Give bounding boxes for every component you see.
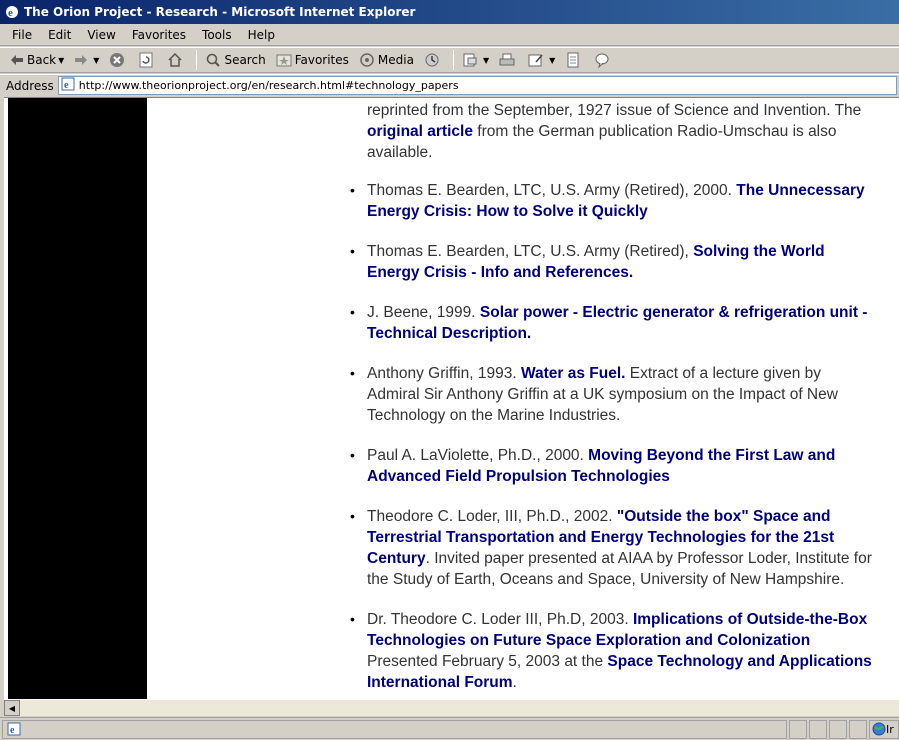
ie-logo-icon bbox=[4, 4, 20, 20]
item-link[interactable]: Moving Beyond the First Law and Advanced Field Propulsion Technologies bbox=[367, 447, 836, 485]
back-arrow-icon bbox=[10, 54, 24, 66]
home-button[interactable] bbox=[163, 50, 190, 70]
mail-button[interactable] bbox=[458, 50, 493, 70]
menu-view[interactable]: View bbox=[87, 27, 116, 42]
item-description: Extract of a lecture given by Admiral Sir Anthony Griffin at a UK symposium on the Impact of New Technology on the Marine Industries. bbox=[367, 365, 838, 424]
history-icon bbox=[424, 52, 440, 68]
toolbar-separator bbox=[196, 50, 197, 70]
mail-icon bbox=[462, 52, 478, 68]
item-link[interactable]: Solar power - Electric generator & refrigeration unit -Technical Description. bbox=[367, 304, 868, 342]
menu-favorites[interactable]: Favorites bbox=[131, 27, 187, 42]
stop-icon bbox=[109, 52, 125, 68]
item-link-secondary[interactable]: Space Technology and Applications International Forum bbox=[367, 653, 872, 691]
media-button[interactable] bbox=[355, 50, 418, 70]
item-author: Paul A. LaViolette, Ph.D., 2000. bbox=[367, 447, 589, 464]
list-item bbox=[367, 506, 877, 590]
forward-button[interactable] bbox=[70, 52, 103, 68]
item-author: Dr. Theodore C. Loder III, Ph.D, 2003. bbox=[367, 611, 633, 628]
status-cell bbox=[809, 720, 827, 739]
home-icon bbox=[167, 52, 183, 68]
address-input[interactable] bbox=[58, 76, 897, 95]
search-icon bbox=[205, 52, 221, 68]
media-label: Media bbox=[377, 53, 414, 67]
scroll-left-icon[interactable]: ◀ bbox=[4, 700, 20, 716]
svg-text:e: e bbox=[10, 725, 15, 736]
forward-dropdown-icon[interactable]: ▼ bbox=[93, 55, 100, 65]
list-item bbox=[367, 180, 877, 222]
address-url: http://www.theorionproject.org/en/research.html#technology_papers bbox=[78, 79, 459, 92]
menu-help[interactable]: Help bbox=[247, 27, 275, 42]
mail-dropdown-icon[interactable]: ▼ bbox=[482, 55, 490, 65]
intro-paragraph bbox=[367, 100, 877, 163]
item-description-end: . bbox=[512, 674, 517, 691]
list-item bbox=[367, 363, 877, 426]
original-article-link[interactable]: original article bbox=[367, 123, 473, 140]
media-icon bbox=[359, 52, 375, 68]
history-button[interactable] bbox=[420, 50, 447, 70]
item-author: Thomas E. Bearden, LTC, U.S. Army (Retired), 2000. bbox=[367, 182, 737, 199]
toolbar-separator bbox=[453, 50, 454, 70]
forward-arrow-icon bbox=[74, 54, 88, 66]
search-button[interactable] bbox=[201, 50, 269, 70]
discuss-button[interactable] bbox=[561, 50, 588, 70]
svg-text:e: e bbox=[63, 80, 69, 91]
edit-dropdown-icon[interactable]: ▼ bbox=[549, 55, 556, 65]
references-list bbox=[367, 180, 877, 693]
item-description: Presented February 5, 2003 at the bbox=[367, 653, 608, 670]
page-status-icon bbox=[7, 722, 21, 736]
back-dropdown-icon[interactable]: ▼ bbox=[58, 55, 65, 65]
item-link[interactable]: "Outside the box" Space and Terrestrial Transportation and Energy Technologies for the 21st Century bbox=[367, 508, 835, 567]
research-content bbox=[367, 98, 877, 699]
stop-button[interactable] bbox=[105, 50, 132, 70]
menu-edit[interactable]: Edit bbox=[48, 27, 72, 42]
address-label: Address bbox=[6, 78, 54, 93]
item-link[interactable]: The Unnecessary Energy Crisis: How to Solve it Quickly bbox=[367, 182, 865, 220]
standard-toolbar bbox=[0, 47, 899, 73]
status-text-panel bbox=[2, 720, 787, 739]
item-link[interactable]: Implications of Outside-the-Box Technologies on Future Space Exploration and Colonization bbox=[367, 611, 868, 649]
list-item bbox=[367, 241, 877, 283]
status-cell bbox=[849, 720, 867, 739]
page-viewport[interactable] bbox=[4, 97, 899, 699]
print-icon bbox=[499, 52, 515, 68]
intro-after-text: from the German publication Radio-Umschau is also available. bbox=[367, 123, 837, 161]
edit-button[interactable] bbox=[524, 50, 559, 70]
item-link[interactable]: Water as Fuel. bbox=[520, 365, 626, 382]
list-item bbox=[367, 445, 877, 487]
discuss-icon bbox=[565, 52, 581, 68]
item-author: Theodore C. Loder, III, Ph.D., 2002. bbox=[367, 508, 617, 525]
item-description: . Invited paper presented at AIAA by Professor Loder, Institute for the Study of Earth, Oceans and Space, University of New Hampshire. bbox=[367, 550, 872, 588]
svg-text:e: e bbox=[8, 7, 13, 19]
item-author: J. Beene, 1999. bbox=[367, 304, 480, 321]
security-zone bbox=[869, 720, 899, 739]
item-link[interactable]: Solving the World Energy Crisis - Info and References. bbox=[367, 243, 825, 281]
list-item bbox=[367, 302, 877, 344]
edit-icon bbox=[528, 52, 544, 68]
search-label: Search bbox=[224, 53, 266, 67]
zone-label: Ir bbox=[886, 722, 894, 736]
status-cell bbox=[829, 720, 847, 739]
menu-bar bbox=[0, 24, 899, 46]
messenger-button[interactable] bbox=[590, 50, 617, 70]
item-author: Thomas E. Bearden, LTC, U.S. Army (Retired), bbox=[367, 243, 694, 260]
scroll-track[interactable] bbox=[20, 700, 899, 716]
horizontal-scrollbar[interactable] bbox=[4, 699, 899, 716]
internet-globe-icon bbox=[872, 722, 886, 736]
address-bar bbox=[0, 74, 899, 96]
refresh-icon bbox=[138, 52, 154, 68]
left-black-column bbox=[8, 98, 147, 699]
window-title: The Orion Project - Research - Microsoft Internet Explorer bbox=[24, 5, 416, 19]
favorites-button[interactable] bbox=[272, 50, 353, 70]
favorites-star-icon bbox=[276, 52, 292, 68]
status-cell bbox=[789, 720, 807, 739]
messenger-icon bbox=[594, 52, 610, 68]
favorites-label: Favorites bbox=[294, 53, 349, 67]
list-item bbox=[367, 609, 877, 693]
refresh-button[interactable] bbox=[134, 50, 161, 70]
page-icon bbox=[61, 77, 75, 94]
intro-text: reprinted from the September, 1927 issue of Science and Invention. The bbox=[367, 102, 862, 119]
menu-tools[interactable]: Tools bbox=[202, 27, 232, 42]
back-button[interactable] bbox=[6, 51, 68, 69]
print-button[interactable] bbox=[495, 50, 522, 70]
menu-file[interactable]: File bbox=[12, 27, 33, 42]
item-author: Anthony Griffin, 1993. bbox=[367, 365, 521, 382]
status-bar bbox=[0, 717, 899, 740]
back-label: Back bbox=[27, 53, 57, 67]
window-titlebar bbox=[0, 0, 899, 24]
